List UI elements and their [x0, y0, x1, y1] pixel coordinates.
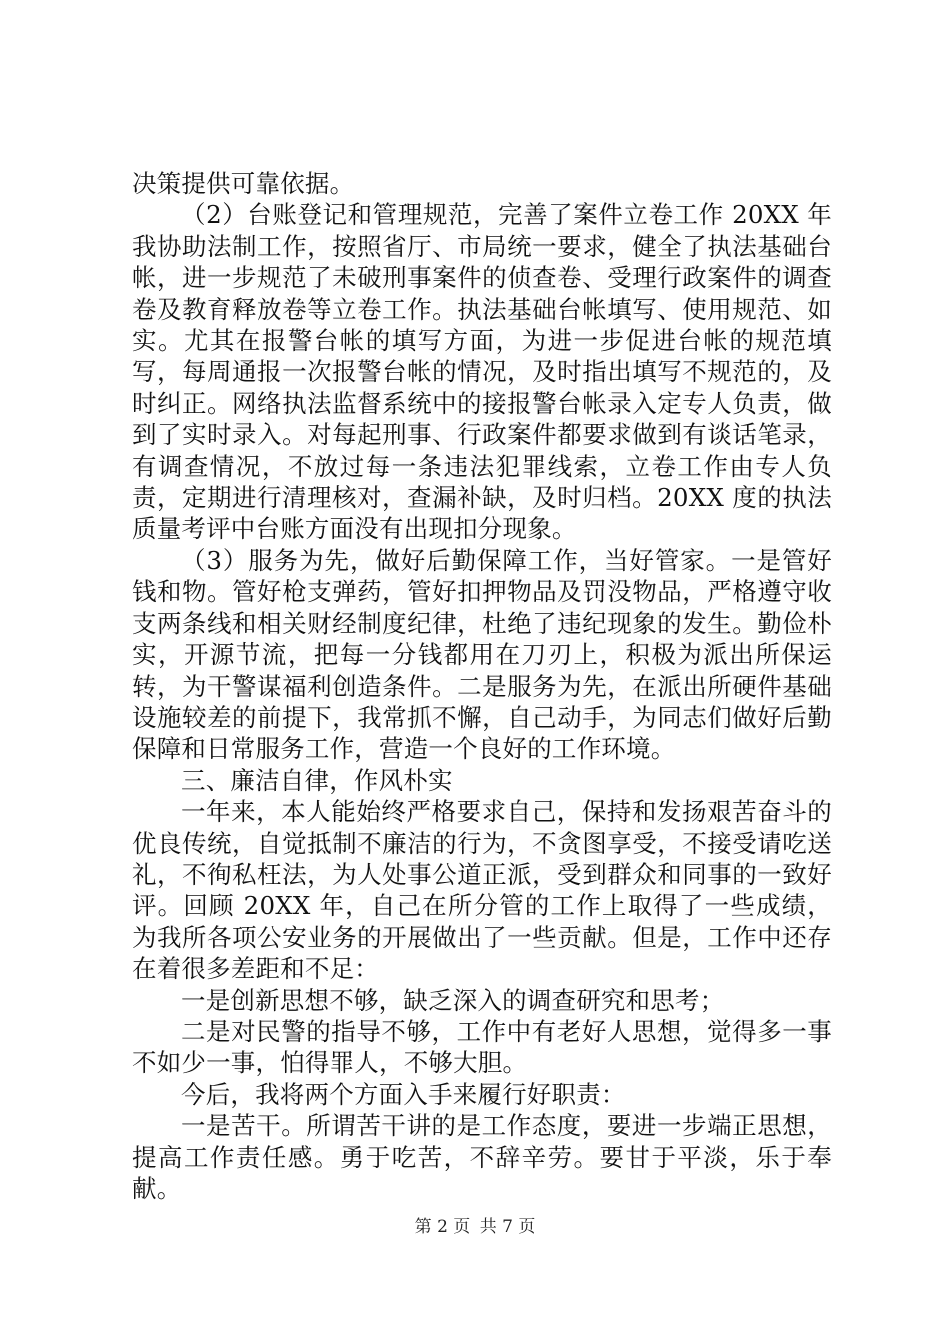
paragraph-5: 一年来，本人能始终严格要求自己，保持和发扬艰苦奋斗的优良传统，自觉抵制不廉洁的行为，不贪图享受，不接受请吃送礼，不徇私枉法，为人处事公道正派，受到群众和同事的一致好评。回顾 20XX 年，自己在所分管的工作上取得了一些成绩，为我所各项公安业务的开展做出了一些贡献。但是，工作中还存在着很多差距和不足：	[132, 797, 832, 984]
paragraph-6: 一是创新思想不够，缺乏深入的调查研究和思考；	[181, 985, 725, 1015]
page-total: 共 7 页	[479, 1217, 536, 1237]
paragraph-1: 决策提供可靠依据。	[132, 169, 355, 198]
section-heading: 三、廉洁自律，作风朴实	[181, 765, 453, 795]
paragraph-3: （3）服务为先，做好后勤保障工作，当好管家。一是管好钱和物。管好枪支弹药，管好扣押物品及罚没物品，严格遵守收支两条线和相关财经制度纪律，杜绝了违纪现象的发生。勤俭朴实，开源节流，把每一分钱都用在刀刃上，积极为派出所保运转，为干警谋福利创造条件。二是服务为先，在派出所硬件基础设施较差的前提下，我常抓不懈，自己动手，为同志们做好后勤保障和日常服务工作，营造一个良好的工作环境。	[132, 545, 832, 764]
document-body	[132, 168, 832, 1204]
page-footer	[0, 1216, 950, 1238]
paragraph-2: （2）台账登记和管理规范，完善了案件立卷工作 20XX 年我协助法制工作，按照省厅、市局统一要求，健全了执法基础台帐，进一步规范了未破刑事案件的侦查卷、受理行政案件的调查卷及教育释放卷等立卷工作。执法基础台帐填写、使用规范、如实。尤其在报警台帐的填写方面，为进一步促进台帐的规范填写，每周通报一次报警台帐的情况，及时指出填写不规范的，及时纠正。网络执法监督系统中的接报警台帐录入定专人负责，做到了实时录入。对每起刑事、行政案件都要求做到有谈话笔录，有调查情况，不放过每一条违法犯罪线索，立卷工作由专人负责，定期进行清理核对，查漏补缺，及时归档。20XX 度的执法质量考评中台账方面没有出现扣分现象。	[132, 200, 832, 544]
paragraph-8: 今后，我将两个方面入手来履行好职责：	[181, 1079, 626, 1109]
paragraph-7: 二是对民警的指导不够，工作中有老好人思想，觉得多一事不如少一事，怕得罪人，不够大胆。	[132, 1016, 832, 1078]
paragraph-9: 一是苦干。所谓苦干讲的是工作态度，要进一步端正思想，提高工作责任感。勇于吃苦，不辞辛劳。要甘于平淡，乐于奉献。	[132, 1111, 832, 1203]
page-number: 第 2 页	[414, 1217, 471, 1237]
